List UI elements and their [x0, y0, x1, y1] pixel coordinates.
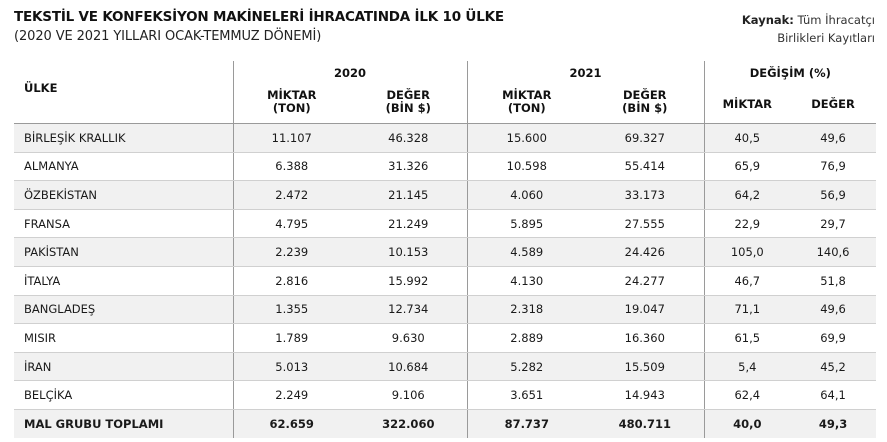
- cell-2021-miktar: 10.598: [467, 152, 586, 181]
- table-row: [14, 295, 876, 324]
- cell-change-miktar: 65,9: [704, 152, 790, 181]
- cell-2021-miktar: 87.737: [467, 409, 586, 437]
- cell-change-deger: 45,2: [790, 352, 876, 381]
- cell-change-miktar: 61,5: [704, 324, 790, 353]
- cell-2020-deger: 322.060: [350, 409, 467, 437]
- cell-change-miktar: 46,7: [704, 266, 790, 295]
- cell-2020-deger: 21.249: [350, 209, 467, 238]
- table-row: [14, 381, 876, 410]
- table-row: [14, 181, 876, 210]
- cell-change-miktar: 5,4: [704, 352, 790, 381]
- cell-2020-miktar: 6.388: [233, 152, 350, 181]
- cell-2020-miktar: 2.239: [233, 238, 350, 267]
- cell-change-deger: 69,9: [790, 324, 876, 353]
- cell-2020-miktar: 1.789: [233, 324, 350, 353]
- cell-2020-deger: 9.106: [350, 381, 467, 410]
- header-2020-deger: DEĞER (BİN $): [385, 88, 431, 115]
- cell-2021-deger: 19.047: [586, 295, 704, 324]
- source-label: Kaynak:: [741, 13, 794, 27]
- cell-2020-miktar: 2.816: [233, 266, 350, 295]
- cell-2021-deger: 69.327: [586, 124, 704, 153]
- cell-change-miktar: 62,4: [704, 381, 790, 410]
- cell-country: ALMANYA: [14, 152, 233, 181]
- source-line-1: Tüm İhracatçı: [797, 13, 875, 27]
- cell-change-miktar: 71,1: [704, 295, 790, 324]
- cell-2020-deger: 46.328: [350, 124, 467, 153]
- cell-country: İTALYA: [14, 266, 233, 295]
- cell-change-deger: 51,8: [790, 266, 876, 295]
- cell-change-deger: 140,6: [790, 238, 876, 267]
- cell-2021-deger: 33.173: [586, 181, 704, 210]
- header-2021-deger: DEĞER (BİN $): [622, 88, 668, 115]
- cell-2020-miktar: 62.659: [233, 409, 350, 437]
- table-body: [14, 124, 876, 438]
- cell-change-deger: 49,6: [790, 124, 876, 153]
- source-line-2: Birlikleri Kayıtları: [777, 31, 875, 45]
- header-year-2020: 2020: [233, 61, 467, 85]
- table-row: [14, 266, 876, 295]
- cell-2021-miktar: 4.130: [467, 266, 586, 295]
- cell-change-deger: 76,9: [790, 152, 876, 181]
- cell-change-miktar: 105,0: [704, 238, 790, 267]
- cell-2021-deger: 14.943: [586, 381, 704, 410]
- table-row: [14, 152, 876, 181]
- cell-change-deger: 64,1: [790, 381, 876, 410]
- cell-country: BELÇİKA: [14, 381, 233, 410]
- table-row: [14, 238, 876, 267]
- table-row: [14, 324, 876, 353]
- cell-change-deger: 29,7: [790, 209, 876, 238]
- cell-change-deger: 49,3: [790, 409, 876, 437]
- cell-2020-miktar: 2.472: [233, 181, 350, 210]
- cell-2021-deger: 27.555: [586, 209, 704, 238]
- cell-2020-deger: 9.630: [350, 324, 467, 353]
- cell-2020-miktar: 2.249: [233, 381, 350, 410]
- cell-country: FRANSA: [14, 209, 233, 238]
- table-row: [14, 124, 876, 153]
- cell-2021-deger: 480.711: [586, 409, 704, 437]
- cell-country: BANGLADEŞ: [14, 295, 233, 324]
- table-row: [14, 352, 876, 381]
- cell-2020-deger: 12.734: [350, 295, 467, 324]
- table-title: TEKSTİL VE KONFEKSİYON MAKİNELERİ İHRACATINDA İLK 10 ÜLKE: [14, 9, 504, 25]
- cell-country: ÖZBEKİSTAN: [14, 181, 233, 210]
- cell-2020-deger: 31.326: [350, 152, 467, 181]
- cell-2021-miktar: 2.889: [467, 324, 586, 353]
- cell-2020-miktar: 5.013: [233, 352, 350, 381]
- cell-2021-deger: 24.426: [586, 238, 704, 267]
- cell-2021-deger: 24.277: [586, 266, 704, 295]
- cell-change-miktar: 64,2: [704, 181, 790, 210]
- cell-country: MAL GRUBU TOPLAMI: [14, 409, 233, 437]
- table-row: [14, 209, 876, 238]
- cell-change-deger: 49,6: [790, 295, 876, 324]
- cell-change-miktar: 22,9: [704, 209, 790, 238]
- header-change-deger: DEĞER: [811, 96, 855, 111]
- cell-2020-miktar: 11.107: [233, 124, 350, 153]
- cell-change-miktar: 40,5: [704, 124, 790, 153]
- cell-country: BİRLEŞİK KRALLIK: [14, 124, 233, 153]
- cell-change-miktar: 40,0: [704, 409, 790, 437]
- source-note: [655, 11, 875, 47]
- cell-2021-miktar: 4.060: [467, 181, 586, 210]
- cell-2021-miktar: 15.600: [467, 124, 586, 153]
- cell-2021-miktar: 3.651: [467, 381, 586, 410]
- cell-2021-deger: 16.360: [586, 324, 704, 353]
- cell-2020-deger: 21.145: [350, 181, 467, 210]
- cell-2021-miktar: 5.282: [467, 352, 586, 381]
- cell-2020-miktar: 1.355: [233, 295, 350, 324]
- cell-2021-miktar: 4.589: [467, 238, 586, 267]
- header-2020-miktar: MİKTAR (TON): [233, 85, 350, 124]
- cell-country: İRAN: [14, 352, 233, 381]
- export-table: [14, 61, 876, 438]
- header-year-2021: 2021: [467, 61, 704, 85]
- cell-change-deger: 56,9: [790, 181, 876, 210]
- cell-country: MISIR: [14, 324, 233, 353]
- cell-2020-deger: 15.992: [350, 266, 467, 295]
- table-total-row: [14, 409, 876, 437]
- cell-country: PAKİSTAN: [14, 238, 233, 267]
- cell-2020-miktar: 4.795: [233, 209, 350, 238]
- cell-2020-deger: 10.684: [350, 352, 467, 381]
- table-subtitle: (2020 VE 2021 YILLARI OCAK-TEMMUZ DÖNEMİ): [14, 29, 322, 44]
- cell-2020-deger: 10.153: [350, 238, 467, 267]
- cell-2021-deger: 15.509: [586, 352, 704, 381]
- header-change-miktar: MİKTAR: [704, 85, 790, 124]
- cell-2021-miktar: 5.895: [467, 209, 586, 238]
- cell-2021-deger: 55.414: [586, 152, 704, 181]
- header-2021-miktar: MİKTAR (TON): [467, 85, 586, 124]
- header-country: ÜLKE: [24, 81, 58, 95]
- header-change: DEĞİŞİM (%): [704, 61, 876, 85]
- cell-2021-miktar: 2.318: [467, 295, 586, 324]
